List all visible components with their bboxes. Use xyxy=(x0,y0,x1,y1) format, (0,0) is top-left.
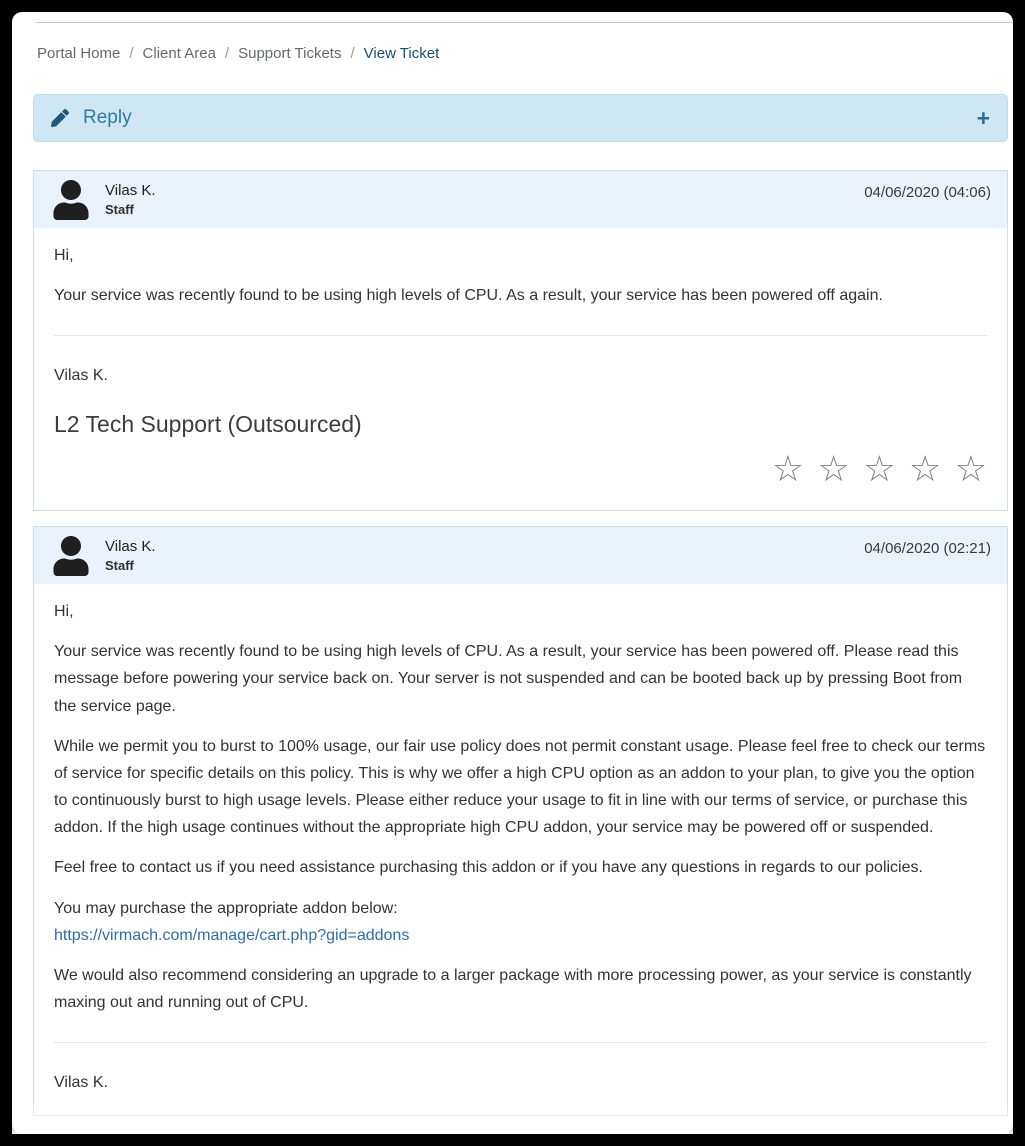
signature-name: Vilas K. xyxy=(54,367,108,385)
signature-divider xyxy=(54,1042,987,1043)
user-avatar-icon xyxy=(52,180,90,220)
breadcrumb-separator: / xyxy=(350,45,355,62)
author-block xyxy=(105,536,156,575)
top-divider xyxy=(36,22,1013,23)
greeting-text: Hi, xyxy=(54,247,74,264)
breadcrumb-client-area[interactable]: Client Area xyxy=(142,45,216,62)
reply-toggle-bar[interactable] xyxy=(33,94,1008,142)
addon-link-paragraph xyxy=(54,895,987,949)
reply-header xyxy=(34,527,1007,584)
breadcrumb-separator: / xyxy=(129,45,134,62)
star-icon[interactable]: ☆ xyxy=(863,448,896,490)
user-avatar-icon xyxy=(52,536,90,576)
reply-body xyxy=(34,584,1007,1115)
reply-timestamp: 04/06/2020 (04:06) xyxy=(864,184,991,201)
rating-stars xyxy=(54,448,987,492)
author-name: Vilas K. xyxy=(105,182,156,199)
reply-body xyxy=(34,228,1007,510)
breadcrumb-portal-home[interactable]: Portal Home xyxy=(37,45,121,62)
star-icon[interactable]: ☆ xyxy=(954,448,987,490)
message-paragraph: We would also recommend considering an upgrade to a larger package with more processing power, as your service is constantly maxing out and running out of CPU. xyxy=(54,967,972,1012)
reply-header xyxy=(34,171,1007,228)
star-icon[interactable]: ☆ xyxy=(817,448,850,490)
message-paragraph: While we permit you to burst to 100% usage, our fair use policy does not permit constant usage. Please feel free to check our terms of service for specific details on this policy. This is why we offer a high CPU option as an addon to your plan, to give you the option to continuously burst to high usage levels. Please either reduce your usage to fit in line with our terms of service, or purchase this addon. If the high usage continues without the appropriate high CPU addon, your service may be powered off or suspended. xyxy=(54,737,986,837)
signature-divider xyxy=(54,335,987,336)
message-paragraph: Feel free to contact us if you need assistance purchasing this addon or if you have any questions in regards to our policies. xyxy=(54,859,923,877)
breadcrumb-separator: / xyxy=(224,45,230,62)
reply-timestamp: 04/06/2020 (02:21) xyxy=(864,539,991,557)
greeting-text: Hi, xyxy=(54,602,74,620)
expand-plus-icon[interactable]: + xyxy=(976,104,990,131)
pencil-icon xyxy=(51,109,69,127)
author-name: Vilas K. xyxy=(105,537,156,555)
signature-name: Vilas K. xyxy=(54,1074,108,1092)
link-intro-text: You may purchase the appropriate addon below: xyxy=(54,899,398,917)
signature-title: L2 Tech Support (Outsourced) xyxy=(54,410,362,437)
star-icon[interactable]: ☆ xyxy=(908,448,942,490)
breadcrumb xyxy=(37,43,1013,64)
portal-content-card xyxy=(12,12,1013,1134)
ticket-reply-2 xyxy=(33,526,1008,1116)
breadcrumb-view-ticket: View Ticket xyxy=(363,45,440,62)
message-paragraph: Your service was recently found to be using high levels of CPU. As a result, your service has been powered off again. xyxy=(54,287,883,305)
reply-label: Reply xyxy=(83,107,132,128)
author-block xyxy=(105,180,156,219)
message-paragraph: Your service was recently found to be using high levels of CPU. As a result, your service has been powered off. Please read this message before powering your service back on. Your server is not suspended and can be booted back up by pressing Boot from the service page. xyxy=(54,643,963,715)
breadcrumb-support-tickets[interactable]: Support Tickets xyxy=(238,45,342,62)
star-icon[interactable]: ☆ xyxy=(771,448,805,490)
addon-cart-link[interactable]: https://virmach.com/manage/cart.php?gid=addons xyxy=(54,926,410,944)
author-role-badge: Staff xyxy=(105,557,134,573)
author-role-badge: Staff xyxy=(105,202,134,217)
ticket-reply-1 xyxy=(33,170,1008,511)
